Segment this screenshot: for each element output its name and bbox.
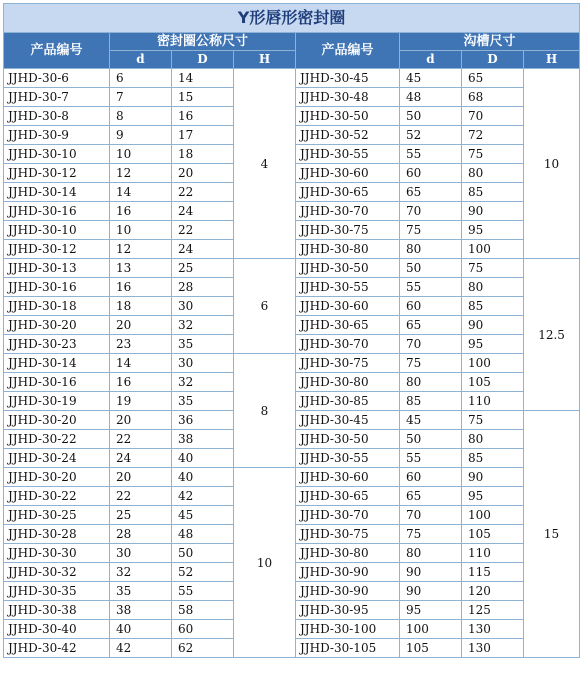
left-seal-H: 6 — [234, 259, 296, 354]
left-seal-D: 55 — [172, 582, 234, 601]
left-seal-D: 24 — [172, 240, 234, 259]
left-product-code: JJHD-30-18 — [4, 297, 110, 316]
right-product-code: JJHD-30-75 — [296, 525, 400, 544]
left-seal-d: 20 — [110, 316, 172, 335]
left-seal-d: 16 — [110, 202, 172, 221]
left-product-code: JJHD-30-16 — [4, 202, 110, 221]
right-product-code: JJHD-30-70 — [296, 202, 400, 221]
right-groove-d: 100 — [400, 620, 462, 639]
left-product-code: JJHD-30-16 — [4, 278, 110, 297]
right-product-code: JJHD-30-50 — [296, 430, 400, 449]
table-row — [4, 69, 580, 88]
left-seal-D: 50 — [172, 544, 234, 563]
left-seal-D: 32 — [172, 316, 234, 335]
left-seal-d: 24 — [110, 449, 172, 468]
left-seal-D: 28 — [172, 278, 234, 297]
right-groove-D: 80 — [462, 430, 524, 449]
left-seal-d: 14 — [110, 183, 172, 202]
right-groove-D: 125 — [462, 601, 524, 620]
right-groove-d: 45 — [400, 69, 462, 88]
right-groove-D: 110 — [462, 392, 524, 411]
left-product-code: JJHD-30-8 — [4, 107, 110, 126]
right-groove-D: 85 — [462, 449, 524, 468]
left-seal-d: 22 — [110, 430, 172, 449]
left-seal-d: 12 — [110, 240, 172, 259]
left-product-code: JJHD-30-20 — [4, 316, 110, 335]
right-groove-D: 105 — [462, 525, 524, 544]
right-groove-d: 50 — [400, 430, 462, 449]
left-product-code: JJHD-30-25 — [4, 506, 110, 525]
right-product-code: JJHD-30-55 — [296, 449, 400, 468]
right-product-code: JJHD-30-50 — [296, 107, 400, 126]
left-seal-H: 8 — [234, 354, 296, 468]
right-product-code: JJHD-30-90 — [296, 563, 400, 582]
right-product-code: JJHD-30-60 — [296, 297, 400, 316]
right-product-code: JJHD-30-65 — [296, 183, 400, 202]
right-groove-d: 90 — [400, 563, 462, 582]
left-product-code: JJHD-30-22 — [4, 487, 110, 506]
left-seal-D: 32 — [172, 373, 234, 392]
right-groove-d: 50 — [400, 259, 462, 278]
right-groove-d: 80 — [400, 240, 462, 259]
right-groove-D: 70 — [462, 107, 524, 126]
right-product-code: JJHD-30-80 — [296, 373, 400, 392]
left-product-code: JJHD-30-30 — [4, 544, 110, 563]
left-product-code: JJHD-30-38 — [4, 601, 110, 620]
table-body — [4, 69, 580, 658]
right-groove-d: 55 — [400, 278, 462, 297]
left-product-code: JJHD-30-40 — [4, 620, 110, 639]
right-groove-d: 60 — [400, 164, 462, 183]
left-seal-D: 16 — [172, 107, 234, 126]
right-product-code: JJHD-30-95 — [296, 601, 400, 620]
right-groove-D: 65 — [462, 69, 524, 88]
left-seal-D: 48 — [172, 525, 234, 544]
right-groove-D: 72 — [462, 126, 524, 145]
left-product-code: JJHD-30-20 — [4, 468, 110, 487]
right-groove-d: 50 — [400, 107, 462, 126]
left-seal-D: 25 — [172, 259, 234, 278]
right-groove-d: 65 — [400, 316, 462, 335]
left-seal-D: 62 — [172, 639, 234, 658]
left-product-code: JJHD-30-24 — [4, 449, 110, 468]
right-product-code: JJHD-30-50 — [296, 259, 400, 278]
right-groove-D: 130 — [462, 639, 524, 658]
right-groove-d: 90 — [400, 582, 462, 601]
right-product-code: JJHD-30-55 — [296, 278, 400, 297]
header-d-left: d — [110, 51, 172, 69]
left-seal-D: 30 — [172, 354, 234, 373]
left-seal-D: 60 — [172, 620, 234, 639]
right-product-code: JJHD-30-65 — [296, 487, 400, 506]
right-groove-D: 90 — [462, 316, 524, 335]
right-groove-D: 95 — [462, 487, 524, 506]
right-groove-D: 110 — [462, 544, 524, 563]
right-groove-D: 100 — [462, 506, 524, 525]
left-seal-D: 14 — [172, 69, 234, 88]
left-seal-d: 32 — [110, 563, 172, 582]
header-D-left: D — [172, 51, 234, 69]
table-row — [4, 468, 580, 487]
right-product-code: JJHD-30-80 — [296, 544, 400, 563]
left-product-code: JJHD-30-6 — [4, 69, 110, 88]
header-product-code-right: 产品编号 — [296, 33, 400, 69]
left-product-code: JJHD-30-35 — [4, 582, 110, 601]
right-product-code: JJHD-30-75 — [296, 221, 400, 240]
left-seal-H: 10 — [234, 468, 296, 658]
right-groove-D: 80 — [462, 278, 524, 297]
right-groove-D: 75 — [462, 259, 524, 278]
right-groove-D: 100 — [462, 354, 524, 373]
left-seal-D: 17 — [172, 126, 234, 145]
left-seal-D: 35 — [172, 335, 234, 354]
right-groove-d: 75 — [400, 221, 462, 240]
right-product-code: JJHD-30-55 — [296, 145, 400, 164]
left-seal-d: 25 — [110, 506, 172, 525]
header-H-left: H — [234, 51, 296, 69]
left-seal-d: 40 — [110, 620, 172, 639]
left-seal-D: 30 — [172, 297, 234, 316]
left-seal-D: 22 — [172, 221, 234, 240]
header-H-right: H — [524, 51, 580, 69]
left-seal-d: 20 — [110, 411, 172, 430]
right-product-code: JJHD-30-75 — [296, 354, 400, 373]
right-groove-d: 52 — [400, 126, 462, 145]
left-seal-d: 20 — [110, 468, 172, 487]
right-groove-D: 100 — [462, 240, 524, 259]
left-seal-d: 10 — [110, 145, 172, 164]
right-groove-D: 95 — [462, 221, 524, 240]
right-groove-H: 12.5 — [524, 259, 580, 411]
right-groove-D: 90 — [462, 468, 524, 487]
left-product-code: JJHD-30-12 — [4, 164, 110, 183]
left-seal-d: 22 — [110, 487, 172, 506]
right-groove-d: 70 — [400, 506, 462, 525]
left-seal-d: 38 — [110, 601, 172, 620]
right-product-code: JJHD-30-85 — [296, 392, 400, 411]
seal-size-table — [3, 3, 580, 658]
left-product-code: JJHD-30-13 — [4, 259, 110, 278]
right-product-code: JJHD-30-100 — [296, 620, 400, 639]
left-seal-D: 58 — [172, 601, 234, 620]
left-seal-D: 18 — [172, 145, 234, 164]
right-groove-D: 75 — [462, 145, 524, 164]
right-groove-d: 70 — [400, 335, 462, 354]
right-groove-d: 105 — [400, 639, 462, 658]
left-seal-d: 19 — [110, 392, 172, 411]
right-groove-d: 55 — [400, 145, 462, 164]
left-seal-D: 35 — [172, 392, 234, 411]
left-product-code: JJHD-30-9 — [4, 126, 110, 145]
right-groove-H: 10 — [524, 69, 580, 259]
left-seal-d: 13 — [110, 259, 172, 278]
left-seal-D: 45 — [172, 506, 234, 525]
right-groove-D: 130 — [462, 620, 524, 639]
right-groove-D: 95 — [462, 335, 524, 354]
header-product-code-left: 产品编号 — [4, 33, 110, 69]
left-seal-d: 6 — [110, 69, 172, 88]
right-groove-d: 65 — [400, 183, 462, 202]
left-product-code: JJHD-30-10 — [4, 145, 110, 164]
title-row — [4, 4, 580, 33]
left-product-code: JJHD-30-12 — [4, 240, 110, 259]
left-seal-d: 8 — [110, 107, 172, 126]
left-seal-d: 7 — [110, 88, 172, 107]
left-seal-H: 4 — [234, 69, 296, 259]
left-seal-D: 24 — [172, 202, 234, 221]
right-product-code: JJHD-30-45 — [296, 411, 400, 430]
right-groove-D: 90 — [462, 202, 524, 221]
right-product-code: JJHD-30-105 — [296, 639, 400, 658]
left-seal-D: 20 — [172, 164, 234, 183]
right-groove-d: 75 — [400, 525, 462, 544]
header-D-right: D — [462, 51, 524, 69]
right-groove-D: 105 — [462, 373, 524, 392]
right-product-code: JJHD-30-90 — [296, 582, 400, 601]
left-seal-D: 42 — [172, 487, 234, 506]
right-product-code: JJHD-30-45 — [296, 69, 400, 88]
left-seal-D: 36 — [172, 411, 234, 430]
left-seal-D: 38 — [172, 430, 234, 449]
left-product-code: JJHD-30-19 — [4, 392, 110, 411]
right-product-code: JJHD-30-65 — [296, 316, 400, 335]
left-product-code: JJHD-30-7 — [4, 88, 110, 107]
right-groove-d: 45 — [400, 411, 462, 430]
left-product-code: JJHD-30-22 — [4, 430, 110, 449]
right-groove-d: 95 — [400, 601, 462, 620]
right-product-code: JJHD-30-48 — [296, 88, 400, 107]
right-groove-D: 115 — [462, 563, 524, 582]
left-seal-D: 40 — [172, 449, 234, 468]
right-groove-d: 60 — [400, 468, 462, 487]
left-product-code: JJHD-30-10 — [4, 221, 110, 240]
left-product-code: JJHD-30-14 — [4, 183, 110, 202]
right-groove-D: 85 — [462, 297, 524, 316]
left-seal-d: 12 — [110, 164, 172, 183]
left-seal-d: 16 — [110, 278, 172, 297]
right-groove-d: 48 — [400, 88, 462, 107]
right-product-code: JJHD-30-70 — [296, 506, 400, 525]
right-groove-d: 60 — [400, 297, 462, 316]
right-groove-D: 80 — [462, 164, 524, 183]
right-groove-D: 120 — [462, 582, 524, 601]
left-seal-d: 23 — [110, 335, 172, 354]
seal-table-wrapper — [3, 3, 579, 658]
table-row — [4, 354, 580, 373]
left-seal-d: 42 — [110, 639, 172, 658]
right-groove-d: 75 — [400, 354, 462, 373]
right-groove-d: 55 — [400, 449, 462, 468]
right-product-code: JJHD-30-60 — [296, 468, 400, 487]
left-seal-D: 15 — [172, 88, 234, 107]
left-seal-d: 35 — [110, 582, 172, 601]
left-seal-d: 28 — [110, 525, 172, 544]
left-product-code: JJHD-30-32 — [4, 563, 110, 582]
header-seal-nominal: 密封圈公称尺寸 — [110, 33, 296, 51]
header-groove-size: 沟槽尺寸 — [400, 33, 580, 51]
left-seal-D: 52 — [172, 563, 234, 582]
right-groove-D: 68 — [462, 88, 524, 107]
right-product-code: JJHD-30-52 — [296, 126, 400, 145]
left-product-code: JJHD-30-16 — [4, 373, 110, 392]
right-product-code: JJHD-30-60 — [296, 164, 400, 183]
left-seal-d: 14 — [110, 354, 172, 373]
left-seal-d: 10 — [110, 221, 172, 240]
right-groove-D: 85 — [462, 183, 524, 202]
right-groove-D: 75 — [462, 411, 524, 430]
right-groove-d: 70 — [400, 202, 462, 221]
left-seal-d: 9 — [110, 126, 172, 145]
right-groove-d: 80 — [400, 373, 462, 392]
left-seal-D: 22 — [172, 183, 234, 202]
left-product-code: JJHD-30-42 — [4, 639, 110, 658]
right-groove-d: 65 — [400, 487, 462, 506]
left-product-code: JJHD-30-14 — [4, 354, 110, 373]
left-product-code: JJHD-30-20 — [4, 411, 110, 430]
right-groove-d: 85 — [400, 392, 462, 411]
left-product-code: JJHD-30-23 — [4, 335, 110, 354]
left-seal-d: 18 — [110, 297, 172, 316]
header-row — [4, 33, 580, 51]
left-seal-D: 40 — [172, 468, 234, 487]
table-title: Y形唇形密封圈 — [4, 4, 580, 33]
right-product-code: JJHD-30-80 — [296, 240, 400, 259]
right-groove-d: 80 — [400, 544, 462, 563]
left-seal-d: 30 — [110, 544, 172, 563]
left-seal-d: 16 — [110, 373, 172, 392]
left-product-code: JJHD-30-28 — [4, 525, 110, 544]
right-product-code: JJHD-30-70 — [296, 335, 400, 354]
header-d-right: d — [400, 51, 462, 69]
table-row — [4, 259, 580, 278]
right-groove-H: 15 — [524, 411, 580, 658]
